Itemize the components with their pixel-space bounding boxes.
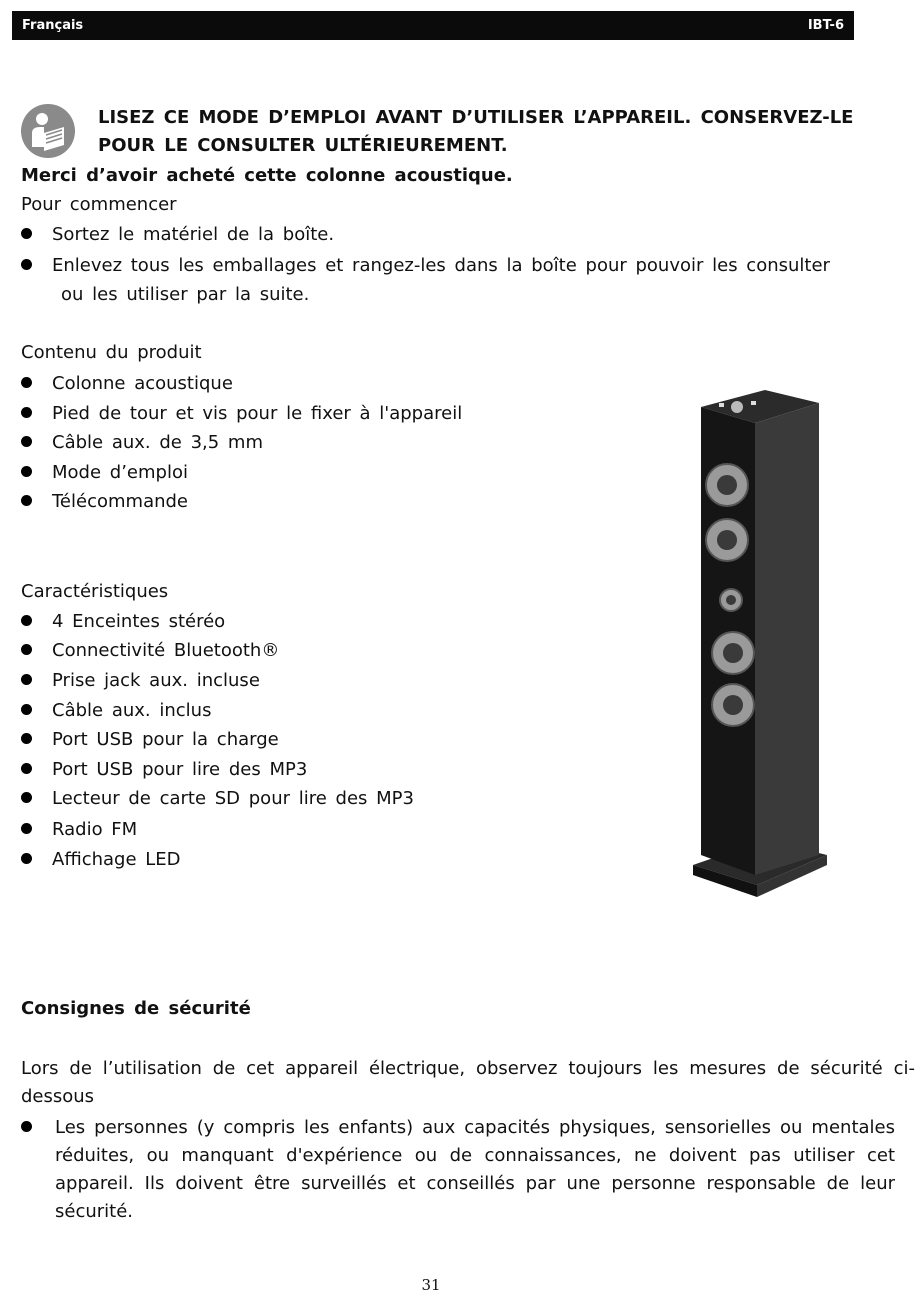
list-item: Sortez le matériel de la boîte. (21, 224, 334, 245)
list-item: Câble aux. inclus (21, 700, 211, 721)
bullet-icon (21, 377, 32, 388)
bullet-icon (21, 1121, 32, 1132)
page-header (12, 11, 854, 40)
bullet-icon (21, 495, 32, 506)
thanks-text: Merci d’avoir acheté cette colonne acoustique. (21, 165, 513, 186)
list-item: Télécommande (21, 491, 188, 512)
bullet-icon (21, 436, 32, 447)
safety-item-text: Les personnes (y compris les enfants) aux capacités physiques, sensorielles ou mentales réduites, ou manquant d'expérience ou de connaissances, ne doivent pas utiliser cet appareil. Ils doivent être surveillés et conseillés par une personne responsable de leur sécurité. (55, 1117, 895, 1222)
read-manual-icon (20, 103, 76, 159)
features-title: Caractéristiques (21, 581, 169, 602)
header-language: Français (22, 18, 84, 33)
list-item-continuation: ou les utiliser par la suite. (61, 284, 310, 305)
contents-title: Contenu du produit (21, 342, 202, 363)
bullet-icon (21, 644, 32, 655)
warning-text: LISEZ CE MODE D’EMPLOI AVANT D’UTILISER L’APPAREIL. CONSERVEZ-LE POUR LE CONSULTER ULTÉRIEUREMENT. (98, 107, 854, 156)
list-item: Enlevez tous les emballages et rangez-les dans la boîte pour pouvoir les consulter (21, 255, 830, 276)
bullet-icon (21, 853, 32, 864)
safety-intro: Lors de l’utilisation de cet appareil électrique, observez toujours les mesures de sécurité ci-dessous (21, 1058, 915, 1107)
bullet-icon (21, 733, 32, 744)
list-item (21, 1117, 52, 1138)
bullet-icon (21, 228, 32, 239)
bullet-icon (21, 466, 32, 477)
list-item: Pied de tour et vis pour le fixer à l'appareil (21, 403, 462, 424)
page-number: 31 (421, 1276, 441, 1294)
bullet-icon (21, 615, 32, 626)
list-item: Radio FM (21, 819, 137, 840)
list-item: 4 Enceintes stéréo (21, 611, 225, 632)
list-item: Lecteur de carte SD pour lire des MP3 (21, 788, 414, 809)
list-item: Port USB pour la charge (21, 729, 279, 750)
list-item: Port USB pour lire des MP3 (21, 759, 307, 780)
list-item: Affichage LED (21, 849, 181, 870)
bullet-icon (21, 259, 32, 270)
speaker-tower-image (685, 385, 835, 905)
list-item: Câble aux. de 3,5 mm (21, 432, 263, 453)
bullet-icon (21, 407, 32, 418)
bullet-icon (21, 763, 32, 774)
bullet-icon (21, 704, 32, 715)
list-item: Mode d’emploi (21, 462, 188, 483)
list-item: Prise jack aux. incluse (21, 670, 260, 691)
getting-started-title: Pour commencer (21, 194, 177, 215)
bullet-icon (21, 792, 32, 803)
safety-title: Consignes de sécurité (21, 998, 251, 1019)
list-item: Connectivité Bluetooth® (21, 640, 279, 661)
bullet-icon (21, 823, 32, 834)
list-item: Colonne acoustique (21, 373, 233, 394)
header-model: IBT-6 (807, 18, 844, 33)
bullet-icon (21, 674, 32, 685)
